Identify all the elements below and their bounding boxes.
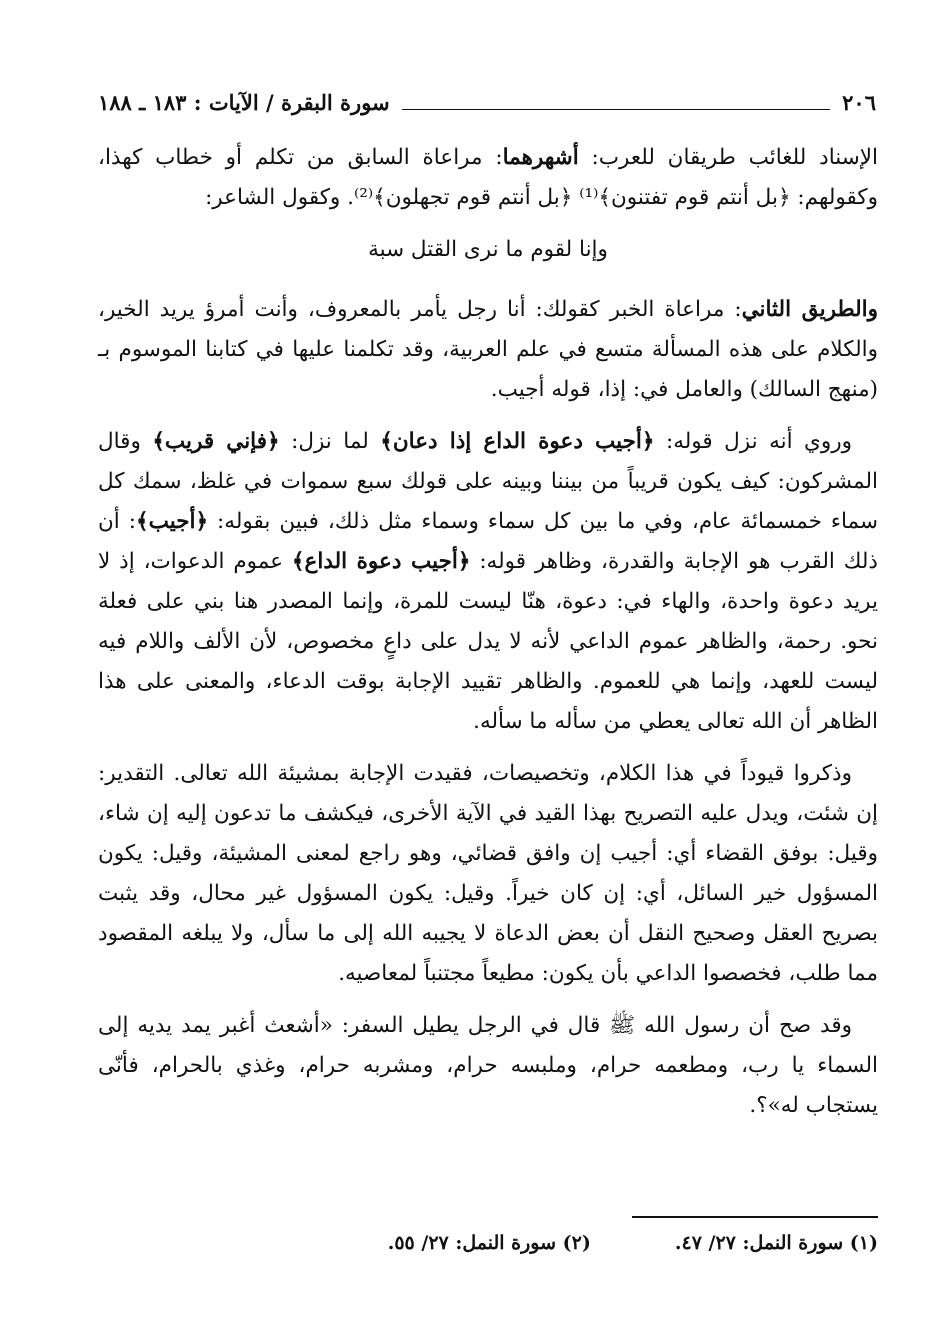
p3-text-f: عموم الدعوات، إذ لا يريد دعوة واحدة، والهاء في: دعوة، هنّا ليست للمرة، وإنما المصدر هنا بني على فعلة نحو. رحمة، والظاهر عموم الداعي لأنه لا يدل على داعٍ مخصوص، لأن الألف واللام فيه ليست للعهد، وإنما هي للعموم. والظاهر تقييد الإجابة بوقت الدعاء، والمعنى على هذا الظاهر أن الله تعالى يعطي من سأله ما سأله.	[98, 549, 878, 734]
p3-quran-quote-2: ﴿فإني قريب﴾	[152, 429, 280, 454]
footnote-2: (٢) سورة النمل: ٢٧/ ٥٥.	[387, 1232, 591, 1254]
p1-bold-term: أشهرهما	[502, 145, 579, 170]
footnote-rule	[632, 1216, 878, 1218]
footnote-1: (١) سورة النمل: ٢٧/ ٤٧.	[674, 1232, 878, 1254]
p2-rest: : مراعاة الخبر كقولك: أنا رجل يأمر بالمعروف، وأنت أمرؤ يريد الخير، والكلام على هذه المسألة متسع في علم العربية، وقد تكلمنا عليها في كتابنا الموسوم بـ (منهج السالك) والعامل في: إذا، قوله أجيب.	[98, 297, 878, 402]
running-title: سورة البقرة / الآيات : ١٨٣ ـ ١٨٨	[98, 89, 390, 115]
poetry-verse: وإنا لقوم ما نرى القتل سبة	[368, 237, 608, 262]
body-text	[98, 138, 878, 1138]
paragraph-4: وذكروا قيوداً في هذا الكلام، وتخصيصات، فقيدت الإجابة بمشيئة الله تعالى. التقدير: إن شئت، ويدل عليه التصريح بهذا القيد في الآية الأخرى، فيكشف ما تدعون إليه إن شاء، وقيل: بوفق القضاء أي: أجيب إن وافق قضائي، وهو راجع لمعنى المشيئة، وقيل: يكون المسؤول خير السائل، أي: إن كان خيراً. وقيل: يكون المسؤول غير محال، وقد يثبت بصريح العقل وصحيح النقل أن بعض الدعاة لا يجيبه الله إلى ما سأل، ولا يبلغه المقصود مما طلب، فخصصوا الداعي بأن يكون: مطيعاً مجتنباً لمعاصيه.	[98, 761, 878, 986]
paragraph-5: وقد صح أن رسول الله ﷺ قال في الرجل يطيل السفر: «أشعث أغبر يمد يديه إلى السماء يا رب، ومطعمه حرام، وملبسه حرام، ومشربه حرام، وغذي بالحرام، فأنّى يستجاب له»؟.	[98, 1013, 878, 1118]
p3-quran-quote-3: ﴿أجيب﴾	[136, 509, 209, 534]
p3-text-c: لما نزل:	[279, 429, 381, 454]
page-header	[98, 84, 876, 120]
p3-quran-quote-1: ﴿أجيب دعوة الداع إذا دعان﴾	[380, 429, 655, 454]
p3-text-e: : أن ذلك القرب هو الإجابة والقدرة، وظاهر قوله:	[98, 509, 878, 574]
paragraph-2	[98, 290, 878, 410]
p1-start: الإسناد للغائب طريقان للعرب:	[578, 145, 878, 170]
p3-text-a: وروي أنه نزل قوله:	[654, 429, 853, 454]
p3-text-d: وقال المشركون: كيف يكون قريباً من بيننا وبينه على قولك سبع سموات في غلظ، سمك كل سماء خمسمائة عام، وفي ما بين كل سماء وسماء مثل ذلك، فبين بقوله:	[98, 429, 878, 534]
paragraph-3	[98, 422, 878, 742]
p1-rest: : مراعاة السابق من تكلم أو خطاب كهذا، وكقولهم: ﴿بل أنتم قوم تفتنون﴾⁽¹⁾ ﴿بل أنتم قوم تجهلون﴾⁽²⁾. وكقول الشاعر:	[98, 145, 878, 210]
footnotes	[98, 1232, 878, 1268]
p3-quran-quote-4: ﴿أجيب دعوة الداع﴾	[291, 549, 471, 574]
paragraph-1	[98, 138, 878, 218]
p2-bold-term: والطريق الثاني	[741, 297, 878, 322]
header-rule	[402, 109, 831, 110]
page-number: ٢٠٦	[842, 89, 876, 115]
